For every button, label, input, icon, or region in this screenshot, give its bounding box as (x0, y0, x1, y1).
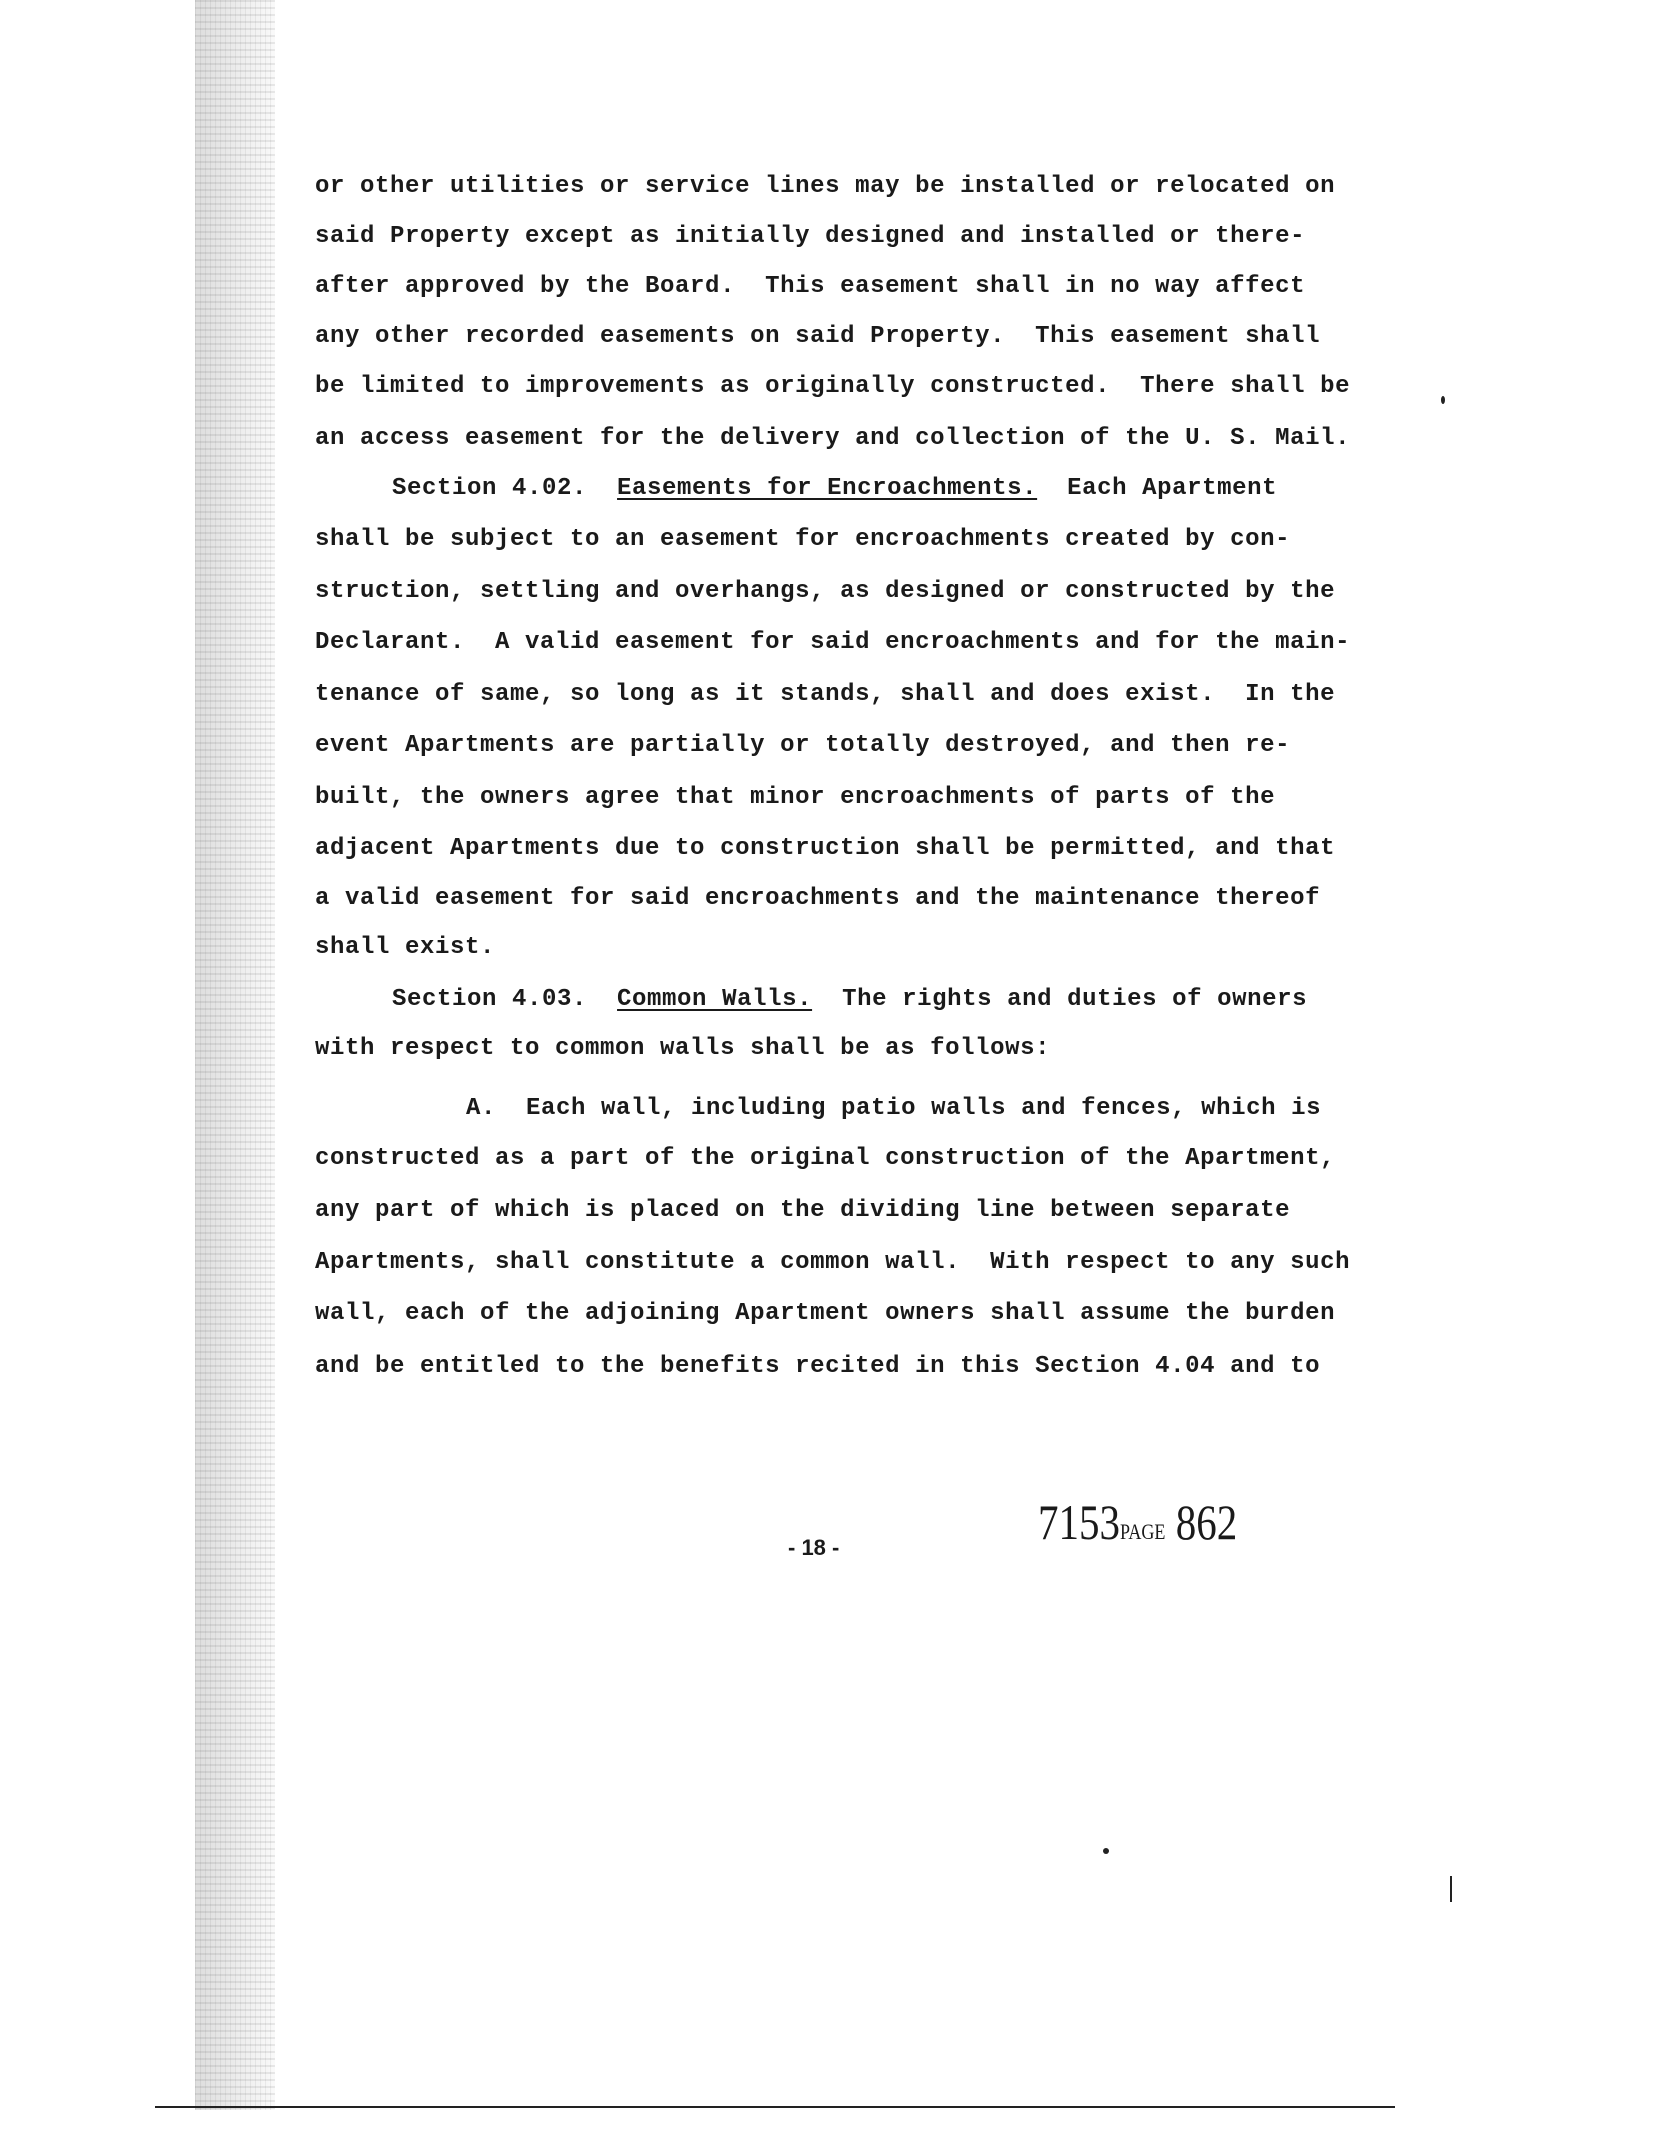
page-number: - 18 - (788, 1535, 840, 1560)
text-line: adjacent Apartments due to construction shall be permitted, and that (315, 835, 1336, 862)
section-number: Section 4.02. (392, 475, 588, 502)
text-line: after approved by the Board. This easement shall in no way affect (315, 273, 1306, 300)
scan-margin-noise (195, 0, 275, 2110)
recording-stamp (1038, 1493, 1237, 1551)
section-text: The rights and duties of owners (842, 986, 1308, 1013)
text-line: and be entitled to the benefits recited in this Section 4.04 and to (315, 1353, 1321, 1380)
section-title: Easements for Encroachments. (617, 475, 1038, 502)
text-line: Apartments, shall constitute a common wall. With respect to any such (315, 1249, 1351, 1276)
scan-speck (1103, 1848, 1109, 1854)
text-line: with respect to common walls shall be as follows: (315, 1035, 1051, 1062)
stamp-page-word: PAGE (1120, 1519, 1166, 1544)
text-line: or other utilities or service lines may be installed or relocated on (315, 173, 1336, 200)
stamp-page: 862 (1175, 1494, 1238, 1550)
list-item-a: A. Each wall, including patio walls and fences, which is (466, 1095, 1322, 1122)
section-heading-402 (392, 474, 1277, 504)
section-number: Section 4.03. (392, 986, 588, 1013)
text-line: a valid easement for said encroachments and the maintenance thereof (315, 885, 1321, 912)
text-line: struction, settling and overhangs, as designed or constructed by the (315, 578, 1336, 605)
text-line: said Property except as initially designed and installed or there- (315, 223, 1306, 250)
text-line: an access easement for the delivery and collection of the U. S. Mail. (315, 425, 1351, 452)
bottom-rule (155, 2106, 1395, 2108)
text-line: any other recorded easements on said Property. This easement shall (315, 323, 1321, 350)
text-line: built, the owners agree that minor encroachments of parts of the (315, 784, 1276, 811)
scan-speck (1441, 396, 1445, 404)
text-line: event Apartments are partially or totally destroyed, and then re- (315, 732, 1291, 759)
text-line: wall, each of the adjoining Apartment owners shall assume the burden (315, 1300, 1336, 1327)
section-title: Common Walls. (617, 986, 813, 1013)
stamp-book: 7153 (1038, 1494, 1120, 1550)
text-line: any part of which is placed on the dividing line between separate (315, 1197, 1291, 1224)
text-line: constructed as a part of the original construction of the Apartment, (315, 1145, 1336, 1172)
text-line: shall be subject to an easement for encroachments created by con- (315, 526, 1291, 553)
text-line: shall exist. (315, 934, 496, 961)
text-line: tenance of same, so long as it stands, shall and does exist. In the (315, 681, 1336, 708)
section-text: Each Apartment (1067, 475, 1278, 502)
section-heading-403 (392, 985, 1307, 1015)
text-line: be limited to improvements as originally constructed. There shall be (315, 373, 1351, 400)
text-line: Declarant. A valid easement for said encroachments and for the main- (315, 629, 1351, 656)
scan-mark (1450, 1876, 1452, 1902)
